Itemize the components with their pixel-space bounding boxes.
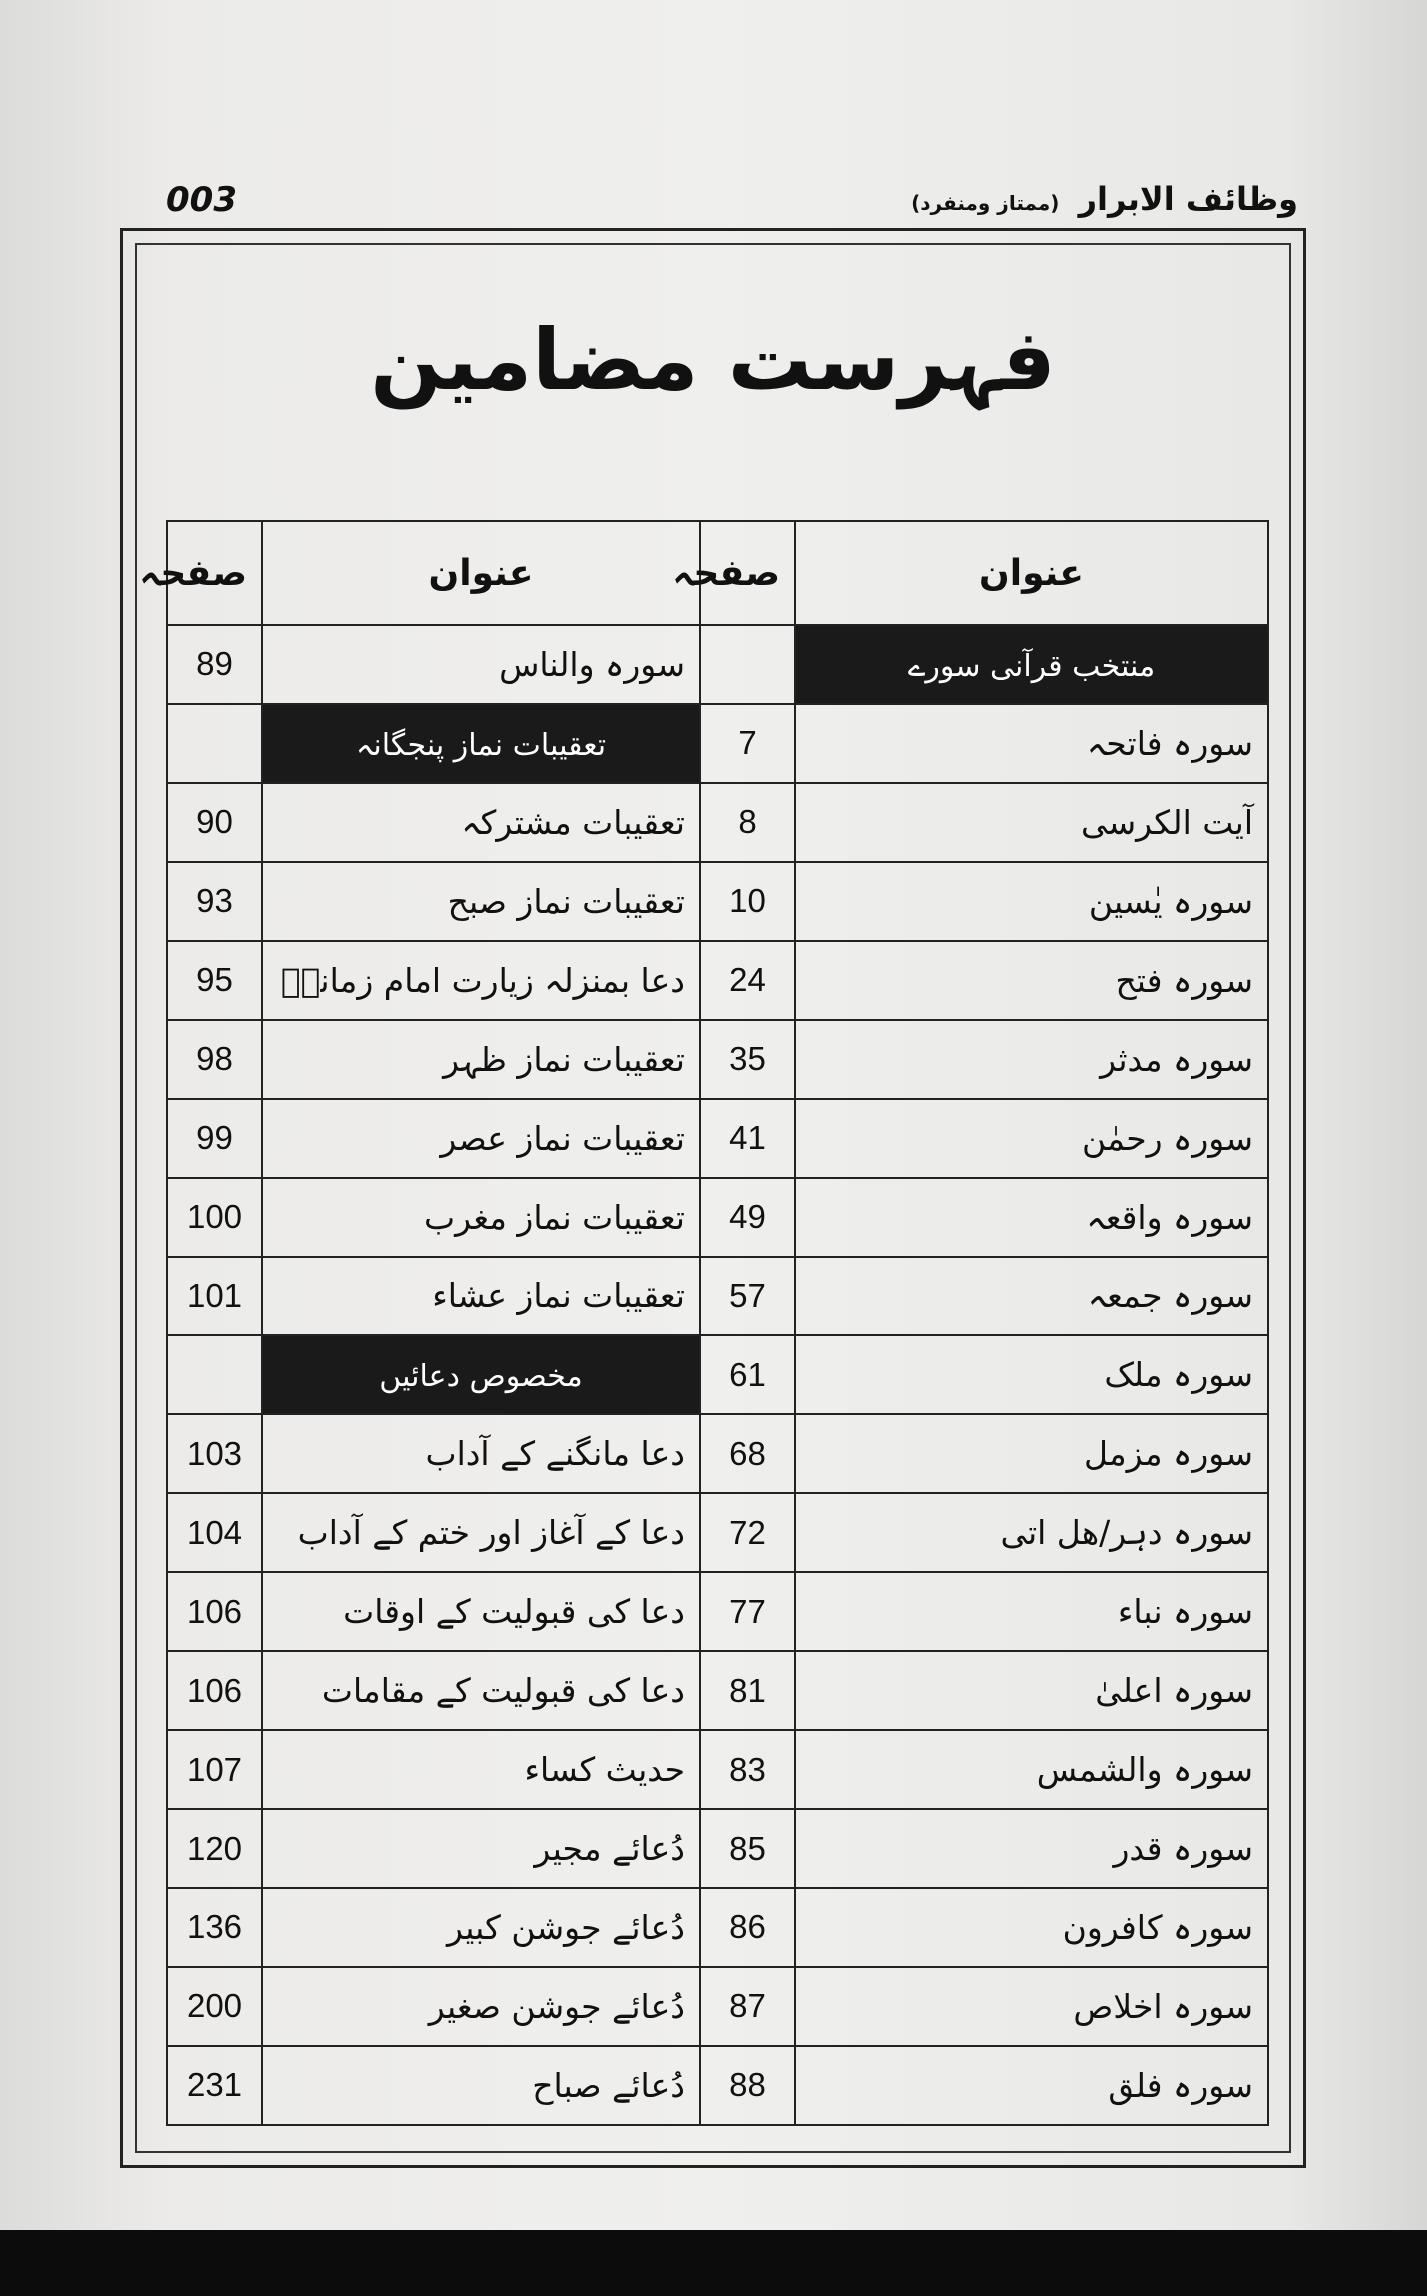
right-page-cell: 88 [700,2046,795,2125]
left-page-cell: 104 [167,1493,262,1572]
left-title-cell: دُعائے جوشن کبیر [262,1888,700,1967]
table-row [167,941,1268,1020]
right-title-cell [795,625,1268,704]
running-head [118,180,1298,230]
page-frame [120,228,1306,2168]
right-page-cell: 57 [700,1257,795,1336]
table-row [167,1020,1268,1099]
left-title-cell: تعقیبات نماز مغرب [262,1178,700,1257]
right-title-cell: سورہ مدثر [795,1020,1268,1099]
left-page-cell: 106 [167,1651,262,1730]
right-title-cell: سورہ فاتحہ [795,704,1268,783]
left-title-cell: دُعائے جوشن صغیر [262,1967,700,2046]
table-of-contents [139,520,1269,2126]
left-title-cell: تعقیبات نماز ظہر [262,1020,700,1099]
right-page-cell: 86 [700,1888,795,1967]
right-title-cell: سورہ فلق [795,2046,1268,2125]
book-title [911,180,1298,218]
left-page-cell [167,1335,262,1414]
right-title-cell: سورہ جمعہ [795,1257,1268,1336]
right-page-cell: 35 [700,1020,795,1099]
right-page-cell: 8 [700,783,795,862]
right-title-cell: سورہ دہر/ھل اتی [795,1493,1268,1572]
right-page-cell: 41 [700,1099,795,1178]
left-page-cell: 99 [167,1099,262,1178]
left-page-cell: 107 [167,1730,262,1809]
right-page-cell: 83 [700,1730,795,1809]
right-title-cell: سورہ رحمٰن [795,1099,1268,1178]
table-row [167,704,1268,783]
left-page-cell: 106 [167,1572,262,1651]
right-page-cell: 77 [700,1572,795,1651]
table-row [167,625,1268,704]
right-title-cell: سورہ واقعہ [795,1178,1268,1257]
right-title-cell: سورہ کافرون [795,1888,1268,1967]
left-title-cell: حدیث کساء [262,1730,700,1809]
table-row [167,1335,1268,1414]
right-title-cell: سورہ والشمس [795,1730,1268,1809]
table-row [167,1178,1268,1257]
book-subtitle: (ممتاز ومنفرد) [911,191,1060,215]
table-row [167,1493,1268,1572]
left-title-cell: تعقیبات مشترکہ [262,783,700,862]
page-title: فہرست مضامین [370,311,1056,409]
right-title-cell: سورہ قدر [795,1809,1268,1888]
table-row [167,783,1268,862]
right-title-cell: سورہ فتح [795,941,1268,1020]
table-header-row [167,521,1268,625]
left-page-cell: 101 [167,1257,262,1336]
left-page-cell: 200 [167,1967,262,2046]
right-page-cell: 87 [700,1967,795,2046]
table-row [167,1099,1268,1178]
left-title-cell: دُعائے صباح [262,2046,700,2125]
right-title-cell: سورہ مزمل [795,1414,1268,1493]
header-right-page: صفحہ [700,521,795,625]
left-title-cell: دعا کے آغاز اور ختم کے آداب [262,1493,700,1572]
left-title-cell: دعا کی قبولیت کے اوقات [262,1572,700,1651]
right-title-cell: آیت الکرسی [795,783,1268,862]
table-row [167,1967,1268,2046]
left-page-cell [167,704,262,783]
right-page-cell: 68 [700,1414,795,1493]
table-row [167,1257,1268,1336]
right-page-cell: 85 [700,1809,795,1888]
right-page-cell: 10 [700,862,795,941]
left-page-cell: 231 [167,2046,262,2125]
book-title-text: وظائف الابرار [1078,180,1298,218]
section-heading: منتخب قرآنی سورے [907,648,1156,684]
table-row [167,1414,1268,1493]
left-title-cell: سورہ والناس [262,625,700,704]
right-title-cell: سورہ اخلاص [795,1967,1268,2046]
table-row [167,1572,1268,1651]
table-row [167,1888,1268,1967]
right-page-cell: 49 [700,1178,795,1257]
table-row [167,1730,1268,1809]
left-title-cell: تعقیبات نماز صبح [262,862,700,941]
header-left-page: صفحہ [167,521,262,625]
right-page-cell: 81 [700,1651,795,1730]
right-page-cell: 7 [700,704,795,783]
left-title-cell: دعا مانگنے کے آداب [262,1414,700,1493]
left-page-cell: 103 [167,1414,262,1493]
right-page-cell: 72 [700,1493,795,1572]
table-body [167,625,1268,2125]
page-number: 003 [166,180,237,220]
left-page-cell: 95 [167,941,262,1020]
left-page-cell: 90 [167,783,262,862]
table-row [167,1651,1268,1730]
right-title-cell: سورہ ملک [795,1335,1268,1414]
left-title-cell [262,704,700,783]
left-title-cell: دعا کی قبولیت کے مقامات [262,1651,700,1730]
section-heading: تعقیبات نماز پنجگانہ [355,727,607,763]
left-title-cell [262,1335,700,1414]
table-row [167,862,1268,941]
right-title-cell: سورہ نباء [795,1572,1268,1651]
right-page-cell: 61 [700,1335,795,1414]
table-row [167,1809,1268,1888]
left-title-cell: تعقیبات نماز عصر [262,1099,700,1178]
left-title-cell: تعقیبات نماز عشاء [262,1257,700,1336]
left-page-cell: 120 [167,1809,262,1888]
right-page-cell: 24 [700,941,795,1020]
left-page-cell: 93 [167,862,262,941]
left-page-cell: 89 [167,625,262,704]
bottom-shadow-edge [0,2230,1427,2296]
left-page-cell: 100 [167,1178,262,1257]
header-left-title: عنوان [262,521,700,625]
right-title-cell: سورہ اعلیٰ [795,1651,1268,1730]
left-title-cell: دعا بمنزلہ زیارت امام زمانہؑ [262,941,700,1020]
table-row [167,2046,1268,2125]
section-heading: مخصوص دعائیں [379,1359,583,1395]
right-title-cell: سورہ یٰسین [795,862,1268,941]
left-title-cell: دُعائے مجیر [262,1809,700,1888]
header-right-title: عنوان [795,521,1268,625]
left-page-cell: 136 [167,1888,262,1967]
left-page-cell: 98 [167,1020,262,1099]
right-page-cell [700,625,795,704]
